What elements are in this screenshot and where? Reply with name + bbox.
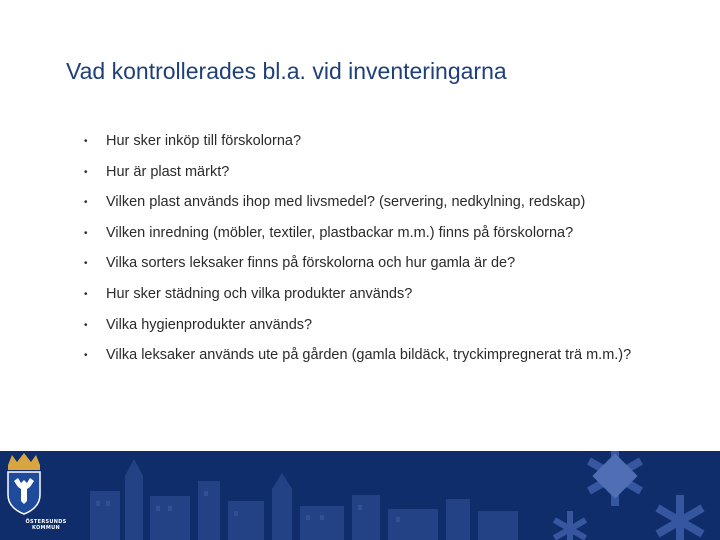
municipality-name: [14, 519, 78, 531]
bullet-item: • Vilka leksaker används ute på gården (gamla bildäck, tryckimpregnerat trä m.m.)?: [84, 342, 644, 369]
bullet-item: • Vilken inredning (möbler, textiler, plastbackar m.m.) finns på förskolorna?: [84, 220, 644, 247]
bullet-item: • Vilka sorters leksaker finns på förskolorna och hur gamla är de?: [84, 250, 644, 277]
footer-banner: [0, 451, 720, 540]
footer-pattern: [0, 451, 720, 540]
bullet-item: • Hur sker städning och vilka produkter används?: [84, 281, 644, 308]
bullet-item: • Vilka hygienprodukter används?: [84, 312, 644, 339]
snowflake-icon: [553, 451, 705, 540]
bullet-item: • Vilken plast används ihop med livsmedel? (servering, nedkylning, redskap): [84, 189, 644, 216]
slide-title: Vad kontrollerades bl.a. vid inventeringarna: [66, 58, 507, 84]
bullet-item: • Hur sker inköp till förskolorna?: [84, 128, 644, 155]
bullet-item: • Hur är plast märkt?: [84, 159, 644, 186]
municipality-name-line2: KOMMUN: [32, 525, 60, 531]
bullet-list: [84, 128, 644, 373]
municipality-name-line1: ÖSTERSUNDS: [25, 519, 67, 525]
